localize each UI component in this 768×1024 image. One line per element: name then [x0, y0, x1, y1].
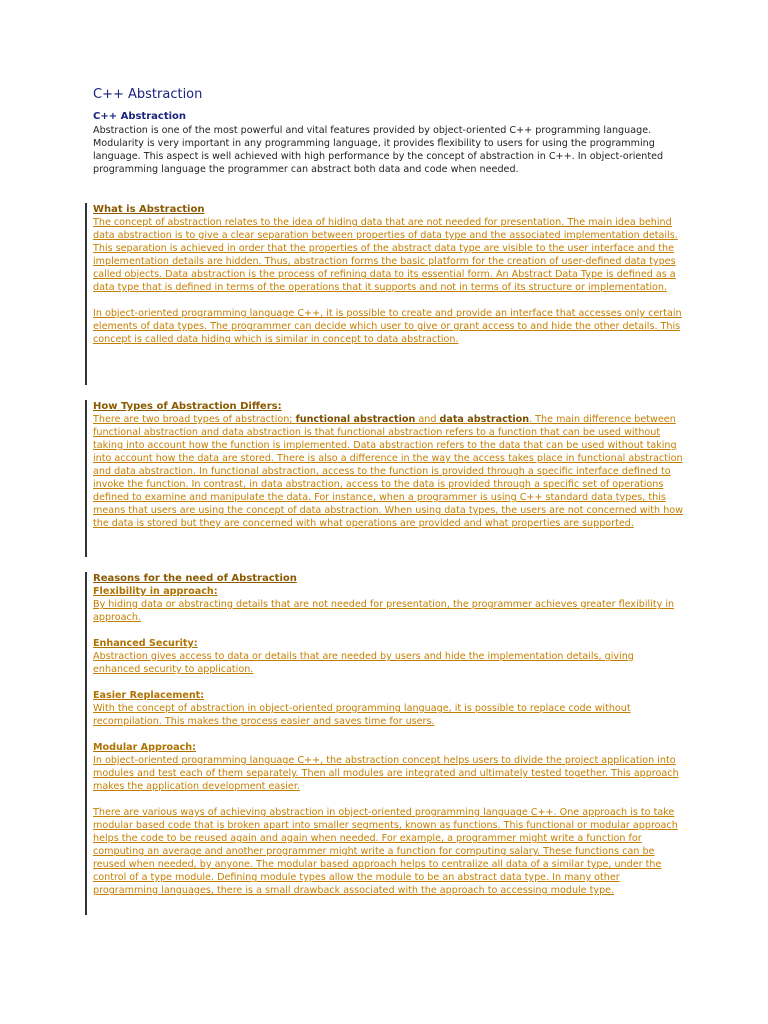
- replacement-subheading: Easier Replacement:: [93, 690, 205, 701]
- types-lead-text: There are two broad types of abstraction;: [93, 414, 296, 425]
- paragraph-spacer: [93, 728, 683, 741]
- functional-abstraction-term: functional abstraction: [295, 414, 416, 425]
- closing-paragraph: There are various ways of achieving abstraction in object-oriented programming language C++. One approach is to take modular based code that is broken apart into smaller segments, known as functions. This functional or modular approach helps the code to be reused again and again when needed. For example, a programmer might write a function for computing an average and another programmer might write a function for computing salary. These functions can be reused when needed, by anyone. The modular based approach helps to centralize all data of a similar type, under the control of a type module. Defining module types allow the module to be an abstract data type. In many other programming languages, there is a small drawback associated with the approach to accessing module type.: [93, 807, 678, 896]
- paragraph-spacer: [93, 294, 683, 307]
- flexibility-paragraph: By hiding data or abstracting details that are not needed for presentation, the programmer achieves greater flexibility in approach.: [93, 599, 675, 623]
- section-paragraph: [93, 413, 683, 530]
- paragraph-spacer: [93, 624, 683, 637]
- types-rest-text: . The main difference between functional abstraction and data abstraction is that functional abstraction refers to a function that can be used without taking into account how the function is implemented. Data abstraction refers to the data that can be used without taking into account how the data are stored. There is also a difference in the way the access takes place in functional abstraction and data abstraction. In functional abstraction, access to the function is provided through a specific interface defined to invoke the function. In contrast, in data abstraction, access to the data is provided through a specific set of operations defined to examine and manipulate the data. For instance, when a programmer is using C++ standard data types, this means that users are using the concept of data abstraction. When using data types, the users are not concerned with how the data is stored but they are concerned with what operations are provided and what properties are supported.: [93, 414, 683, 529]
- section-reasons-for-abstraction: [85, 572, 683, 915]
- modular-paragraph: In object-oriented programming language C++, the abstraction concept helps users to divide the project application into modules and test each of them separately. Then all modules are integrated and ultimately tested together. This approach makes the application development easier.: [93, 755, 679, 792]
- intro-block: [93, 110, 673, 176]
- replacement-paragraph: With the concept of abstraction in object-oriented programming language, it is possible to replace code without recompilation. This makes the process easier and saves time for users.: [93, 703, 631, 727]
- security-paragraph: Abstraction gives access to data or details that are needed by users and hide the implementation details, giving enhanced security to application.: [93, 651, 634, 675]
- section-paragraph: The concept of abstraction relates to the idea of hiding data that are not needed for presentation. The main idea behind data abstraction is to give a clear separation between properties of data type and the associated implementation details. This separation is achieved in order that the properties of the abstract data type are visible to the user interface and the implementation details are hidden. Thus, abstraction forms the basic platform for the creation of user-defined data types called objects. Data abstraction is the process of refining data to its essential form. An Abstract Data Type is defined as a data type that is defined in terms of the operations that it supports and not in terms of its structure or implementation.: [93, 217, 678, 293]
- section-heading: How Types of Abstraction Differs:: [93, 401, 282, 412]
- section-what-is-abstraction: [85, 203, 683, 385]
- page-title: C++ Abstraction: [93, 87, 203, 102]
- types-and-text: and: [415, 414, 440, 425]
- section-paragraph: In object-oriented programming language C++, it is possible to create and provide an interface that accesses only certain elements of data types. The programmer can decide which user to give or grant access to and hide the other details. This concept is called data hiding which is similar in concept to data abstraction.: [93, 308, 682, 345]
- section-heading: What is Abstraction: [93, 204, 205, 215]
- section-types-of-abstraction: [85, 400, 683, 557]
- paragraph-spacer: [93, 676, 683, 689]
- security-subheading: Enhanced Security:: [93, 638, 198, 649]
- modular-subheading: Modular Approach:: [93, 742, 196, 753]
- paragraph-spacer: [93, 793, 683, 806]
- flexibility-subheading: Flexibility in approach:: [93, 586, 218, 597]
- data-abstraction-term: data abstraction: [439, 414, 530, 425]
- section-heading: Reasons for the need of Abstraction: [93, 573, 297, 584]
- intro-paragraph: Abstraction is one of the most powerful and vital features provided by object-oriented C++ programming language. Modularity is very important in any programming language, it provides flexibility to users for using the programming language. This aspect is well achieved with high performance by the concept of abstraction in C++. In object-oriented programming language the programmer can abstract both data and code when needed.: [93, 125, 664, 175]
- intro-subhead: C++ Abstraction: [93, 111, 187, 122]
